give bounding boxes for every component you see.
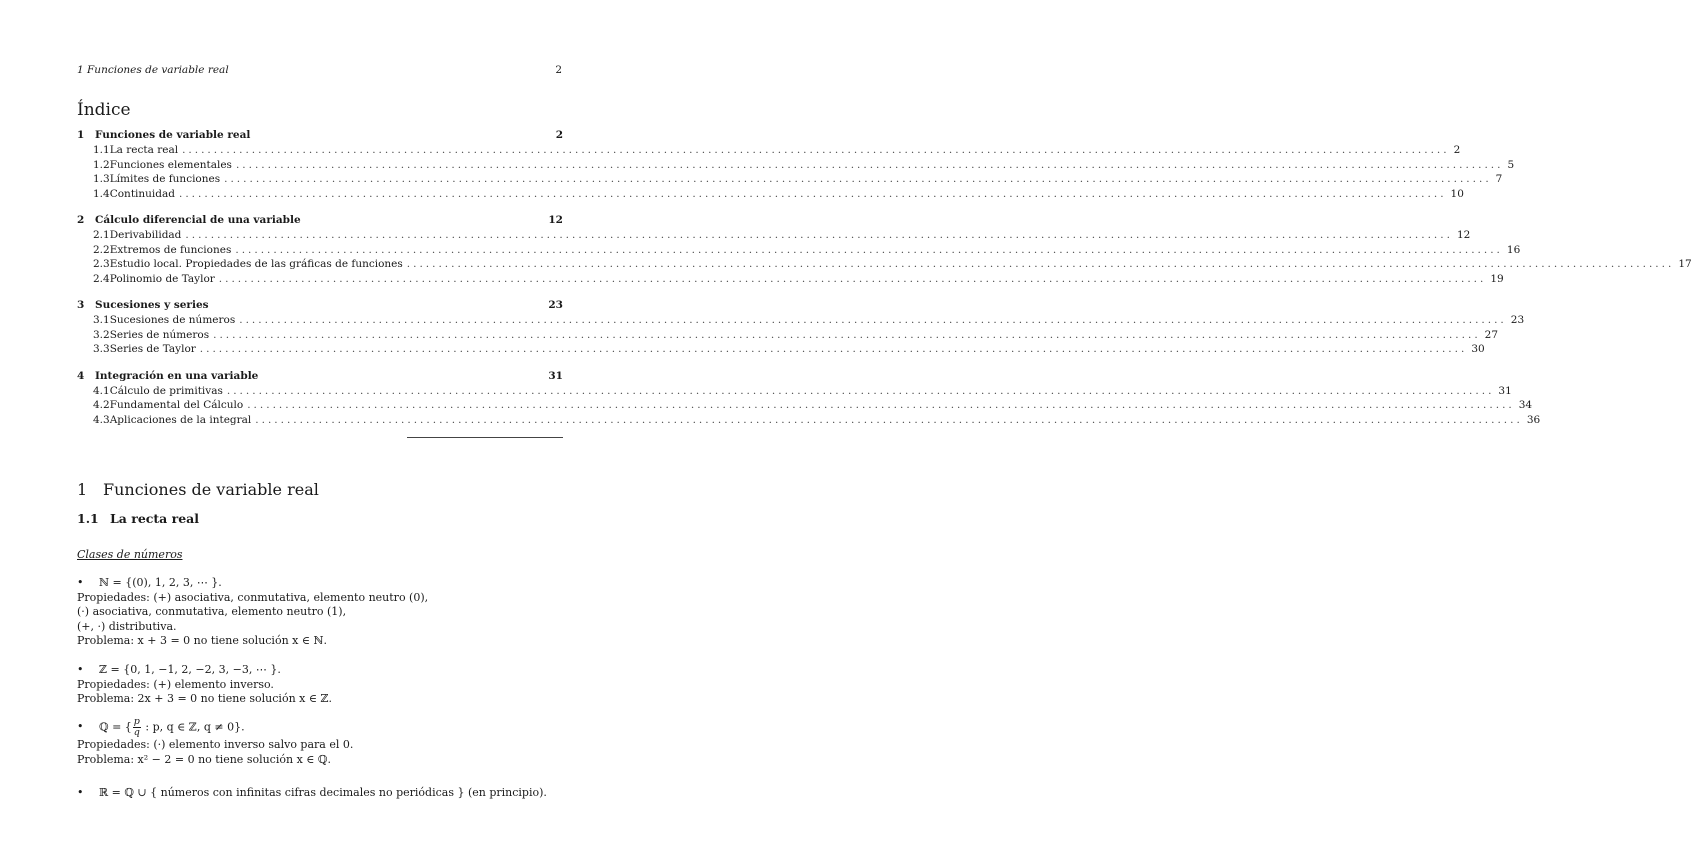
set-integers: ℤ = {0, 1, −1, 2, −2, 3, −3, ⋯ }.: [99, 663, 281, 676]
toc-section-number: 2.2: [93, 243, 110, 256]
toc-section-entry[interactable]: [77, 314, 1525, 329]
toc-section-number: 3.2: [93, 328, 110, 341]
toc-leader-dots: ........................................................................................................................................................................................................: [247, 399, 1515, 411]
toc-section-number: 3.1: [93, 314, 110, 326]
set-naturals: ℕ = {(0), 1, 2, 3, ⋯ }.: [99, 576, 222, 589]
integers-line-1: Propiedades: (+) elemento inverso.: [77, 677, 274, 691]
toc-section-title: La recta real: [109, 144, 179, 156]
bullet: •: [77, 720, 84, 734]
toc-section-page: 16: [1506, 243, 1521, 256]
subsection-number: 1.1: [77, 511, 99, 526]
toc-section-page: 30: [1471, 343, 1485, 355]
toc-chapter-number: 4: [77, 369, 85, 382]
toc-section-entry[interactable]: [77, 384, 1512, 400]
running-head: [77, 64, 562, 76]
toc-section-title: Derivabilidad: [109, 229, 182, 241]
toc-section-number: 2.4: [93, 272, 110, 285]
toc-section-page: 5: [1507, 158, 1515, 171]
toc-divider: [407, 437, 563, 438]
section-title-text: Funciones de variable real: [103, 480, 319, 499]
toc-section-page: 34: [1518, 399, 1533, 411]
toc-section-title: Series de números: [109, 328, 210, 341]
toc-leader-dots: ........................................................................................................................................................................................................: [199, 343, 1468, 355]
toc-section-entry[interactable]: [77, 229, 1471, 244]
toc-section-title: Extremos de funciones: [109, 243, 232, 256]
toc-section-entry[interactable]: [77, 258, 1692, 273]
toc-section-page: 31: [1498, 384, 1512, 397]
toc-leader-dots: ........................................................................................................................................................................................................: [218, 272, 1487, 285]
fraction: [133, 717, 141, 738]
toc-chapter-entry[interactable]: [77, 370, 563, 385]
page-number: 2: [555, 64, 562, 76]
toc-chapter-title: Integración en una variable: [95, 369, 259, 382]
toc-section-number: 2.1: [93, 229, 110, 241]
toc-chapter-entry[interactable]: [77, 129, 563, 144]
toc-section-title: Fundamental del Cálculo: [109, 399, 244, 411]
subsection-title-text: La recta real: [110, 511, 200, 526]
subtitle-clases-de-numeros: Clases de números: [77, 548, 183, 561]
toc-section-title: Cálculo de primitivas: [109, 384, 223, 397]
toc-section-entry[interactable]: [77, 399, 1533, 414]
integers-line-2: Problema: 2x + 3 = 0 no tiene solución x ∈ ℤ.: [77, 692, 333, 705]
toc-section-number: 1.1: [93, 144, 110, 156]
toc-chapter-page: 23: [548, 299, 563, 311]
toc-section-title: Aplicaciones de la integral: [109, 413, 252, 426]
toc-chapter-entry[interactable]: [77, 214, 563, 229]
rationals-line-2: Problema: x² − 2 = 0 no tiene solución x ∈ ℚ.: [77, 752, 331, 766]
toc-chapter-entry[interactable]: [77, 299, 563, 314]
index-title: Índice: [77, 100, 131, 120]
toc-section-title: Series de Taylor: [109, 343, 196, 355]
toc-section-number: 4.2: [93, 399, 110, 411]
rationals-line-1: Propiedades: (·) elemento inverso salvo para el 0.: [77, 738, 354, 751]
toc-section-entry[interactable]: [77, 243, 1521, 259]
item-reals: [77, 786, 567, 801]
toc-chapter-number: 2: [77, 214, 85, 226]
toc-chapter: [77, 369, 1541, 429]
toc-leader-dots: ........................................................................................................................................................................................................: [255, 413, 1523, 426]
toc-section-number: 1.2: [93, 158, 110, 171]
bullet: •: [77, 576, 84, 589]
toc-section-title: Sucesiones de números: [109, 314, 236, 326]
toc-leader-dots: ........................................................................................................................................................................................................: [235, 243, 1503, 256]
toc-leader-dots: ........................................................................................................................................................................................................: [213, 328, 1481, 341]
toc-leader-dots: ........................................................................................................................................................................................................: [226, 384, 1495, 397]
toc-section-page: 7: [1495, 173, 1503, 185]
section-number: 1: [77, 480, 88, 499]
toc-leader-dots: ........................................................................................................................................................................................................: [239, 314, 1507, 326]
toc-section-entry[interactable]: [77, 173, 1503, 188]
subsection-title: [77, 511, 199, 526]
toc-section-number: 1.4: [93, 187, 110, 200]
set-rationals: [99, 717, 245, 738]
toc-section-page: 10: [1450, 187, 1464, 200]
toc-chapter: [77, 214, 1692, 287]
toc-leader-dots: ........................................................................................................................................................................................................: [182, 144, 1450, 156]
toc-section-entry[interactable]: [77, 343, 1485, 358]
toc-chapter-number: 3: [77, 299, 85, 311]
toc-section-entry[interactable]: [77, 328, 1499, 344]
set-rationals-prefix: ℚ = {: [99, 720, 132, 734]
toc-chapter-number: 1: [77, 129, 85, 141]
naturals-line-2: (·) asociativa, conmutativa, elemento neutro (1),: [77, 605, 347, 618]
set-rationals-suffix: : p, q ∈ ℤ, q ≠ 0}.: [141, 720, 245, 734]
toc-section-entry[interactable]: [77, 187, 1464, 203]
fraction-denominator: q: [133, 727, 140, 738]
toc-section-page: 2: [1453, 144, 1461, 156]
item-rationals: [77, 717, 567, 767]
toc-leader-dots: ........................................................................................................................................................................................................: [224, 173, 1492, 185]
toc-section-number: 3.3: [93, 343, 110, 355]
section-title: [77, 480, 319, 499]
toc-section-entry[interactable]: [77, 413, 1541, 429]
toc-leader-dots: ........................................................................................................................................................................................................: [179, 187, 1447, 200]
toc-leader-dots: ........................................................................................................................................................................................................: [185, 229, 1453, 241]
toc-chapter-page: 2: [555, 129, 563, 141]
toc-section-page: 19: [1490, 272, 1504, 285]
toc-chapter: [77, 299, 1525, 358]
naturals-line-4: Problema: x + 3 = 0 no tiene solución x ∈ ℕ.: [77, 634, 328, 647]
toc-section-title: Límites de funciones: [109, 173, 221, 185]
toc-section-entry[interactable]: [77, 144, 1461, 159]
toc-leader-dots: ........................................................................................................................................................................................................: [406, 258, 1675, 270]
naturals-line-3: (+, ·) distributiva.: [77, 619, 177, 633]
toc-section-page: 12: [1456, 229, 1471, 241]
toc-chapter-page: 31: [548, 369, 563, 382]
toc-section-page: 23: [1510, 314, 1525, 326]
toc-section-number: 4.1: [93, 384, 110, 397]
set-reals: ℝ = ℚ ∪ { números con infinitas cifras decimales no periódicas } (en principio).: [99, 786, 547, 799]
toc-section-number: 4.3: [93, 413, 110, 426]
toc-section-page: 27: [1484, 328, 1499, 341]
toc-section-title: Funciones elementales: [109, 158, 232, 171]
table-of-contents: [77, 129, 1692, 440]
naturals-line-1: Propiedades: (+) asociativa, conmutativa, elemento neutro (0),: [77, 590, 429, 604]
running-head-title: 1 Funciones de variable real: [77, 64, 229, 76]
bullet: •: [77, 786, 84, 799]
toc-section-number: 1.3: [93, 173, 110, 185]
toc-section-entry[interactable]: [77, 272, 1504, 288]
toc-chapter-title: Cálculo diferencial de una variable: [95, 214, 301, 226]
item-integers: [77, 663, 567, 707]
toc-section-page: 17: [1678, 258, 1692, 270]
toc-section-title: Polinomio de Taylor: [109, 272, 215, 285]
toc-section-title: Continuidad: [109, 187, 175, 200]
item-naturals: [77, 576, 567, 649]
toc-section-title: Estudio local. Propiedades de las gráficas de funciones: [109, 258, 403, 270]
toc-chapter-title: Sucesiones y series: [95, 299, 209, 311]
toc-chapter-title: Funciones de variable real: [95, 129, 251, 141]
toc-section-page: 36: [1526, 413, 1541, 426]
toc-chapter-page: 12: [548, 214, 563, 226]
toc-chapter: [77, 129, 1515, 202]
toc-section-number: 2.3: [93, 258, 110, 270]
bullet: •: [77, 663, 84, 676]
fraction-numerator: p: [133, 716, 140, 727]
toc-section-entry[interactable]: [77, 158, 1515, 174]
toc-leader-dots: ........................................................................................................................................................................................................: [235, 158, 1504, 171]
